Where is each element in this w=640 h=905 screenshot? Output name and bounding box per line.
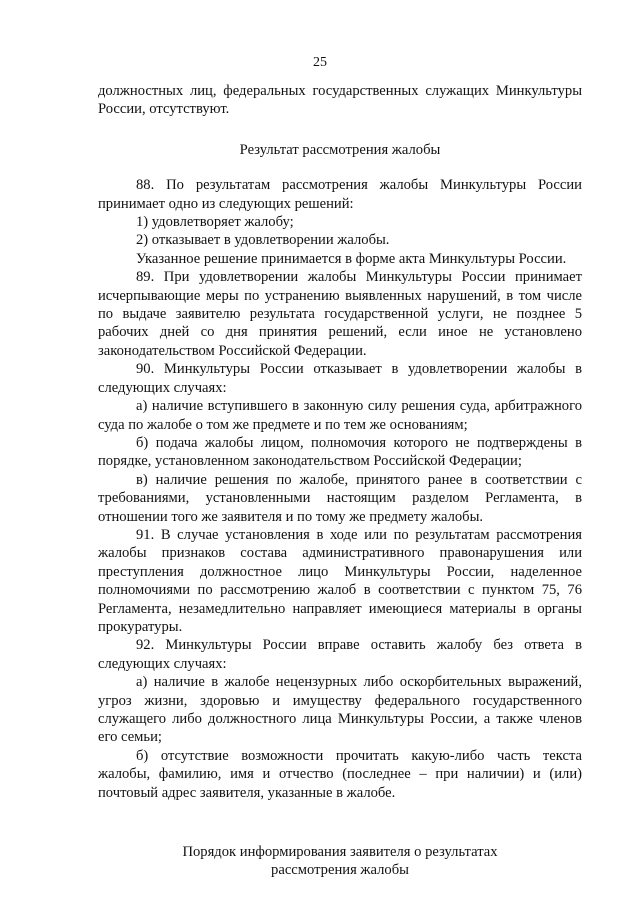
bottom-heading: [98, 843, 582, 880]
list-item-b-92: б) отсутствие возможности прочитать какую-либо часть текста жалобы, фамилию, имя и отчество (последнее – при наличии) и (или) почтовый адрес заявителя, указанные в жалобе.: [98, 747, 582, 801]
continuation-paragraph: должностных лиц, федеральных государственных служащих Минкультуры России, отсутствуют.: [98, 83, 582, 118]
bottom-heading-line-1: Порядок информирования заявителя о результатах: [182, 844, 498, 861]
list-item-v-90: в) наличие решения по жалобе, принятого ранее в соответствии с требованиями, установленными настоящим разделом Регламента, в отношении того же заявителя и по тому же предмету жалобы.: [98, 471, 582, 525]
list-item-a-92: а) наличие в жалобе нецензурных либо оскорбительных выражений, угроз жизни, здоровью и имуществу федерального государственного служащего либо должностного лица Минкультуры России, а также членов его семьи;: [98, 674, 582, 746]
list-item-b-90: б) подача жалобы лицом, полномочия которого не подтверждены в порядке, установленном законодательством Российской Федерации;: [98, 434, 582, 470]
document-body: [98, 82, 582, 880]
list-item-a-90: а) наличие вступившего в законную силу решения суда, арбитражного суда по жалобе о том же предмете и по тем же основаниям;: [98, 398, 582, 433]
decision-form-paragraph: Указанное решение принимается в форме акта Минкультуры России.: [136, 250, 567, 267]
page-number: 25: [313, 55, 327, 70]
section-heading: Результат рассмотрения жалобы: [239, 141, 441, 158]
paragraph-90: 90. Минкультуры России отказывает в удовлетворении жалобы в следующих случаях:: [98, 361, 582, 396]
paragraph-92: 92. Минкультуры России вправе оставить жалобу без ответа в следующих случаях:: [98, 637, 582, 672]
list-item-1: 1) удовлетворяет жалобу;: [136, 214, 294, 231]
paragraph-89: 89. При удовлетворении жалобы Минкультуры России принимает исчерпывающие меры по устранению выявленных нарушений, в том числе по выдаче заявителю результата государственной услуги, не позднее 5 рабочих дней со дня принятия решений, если иное не установлено законодательством Российской Федерации.: [98, 269, 582, 359]
paragraph-88: 88. По результатам рассмотрения жалобы Минкультуры России принимает одно из следующих решений:: [98, 177, 582, 212]
list-item-2: 2) отказывает в удовлетворении жалобы.: [136, 232, 390, 249]
bottom-heading-line-2: рассмотрения жалобы: [271, 862, 409, 879]
paragraph-91: 91. В случае установления в ходе или по результатам рассмотрения жалобы признаков состава административного правонарушения или преступления должностное лицо Минкультуры России, наделенное полномочиями по рассмотрению жалоб в соответствии с пунктом 75, 76 Регламента, незамедлительно направляет имеющиеся материалы в органы прокуратуры.: [98, 526, 582, 635]
